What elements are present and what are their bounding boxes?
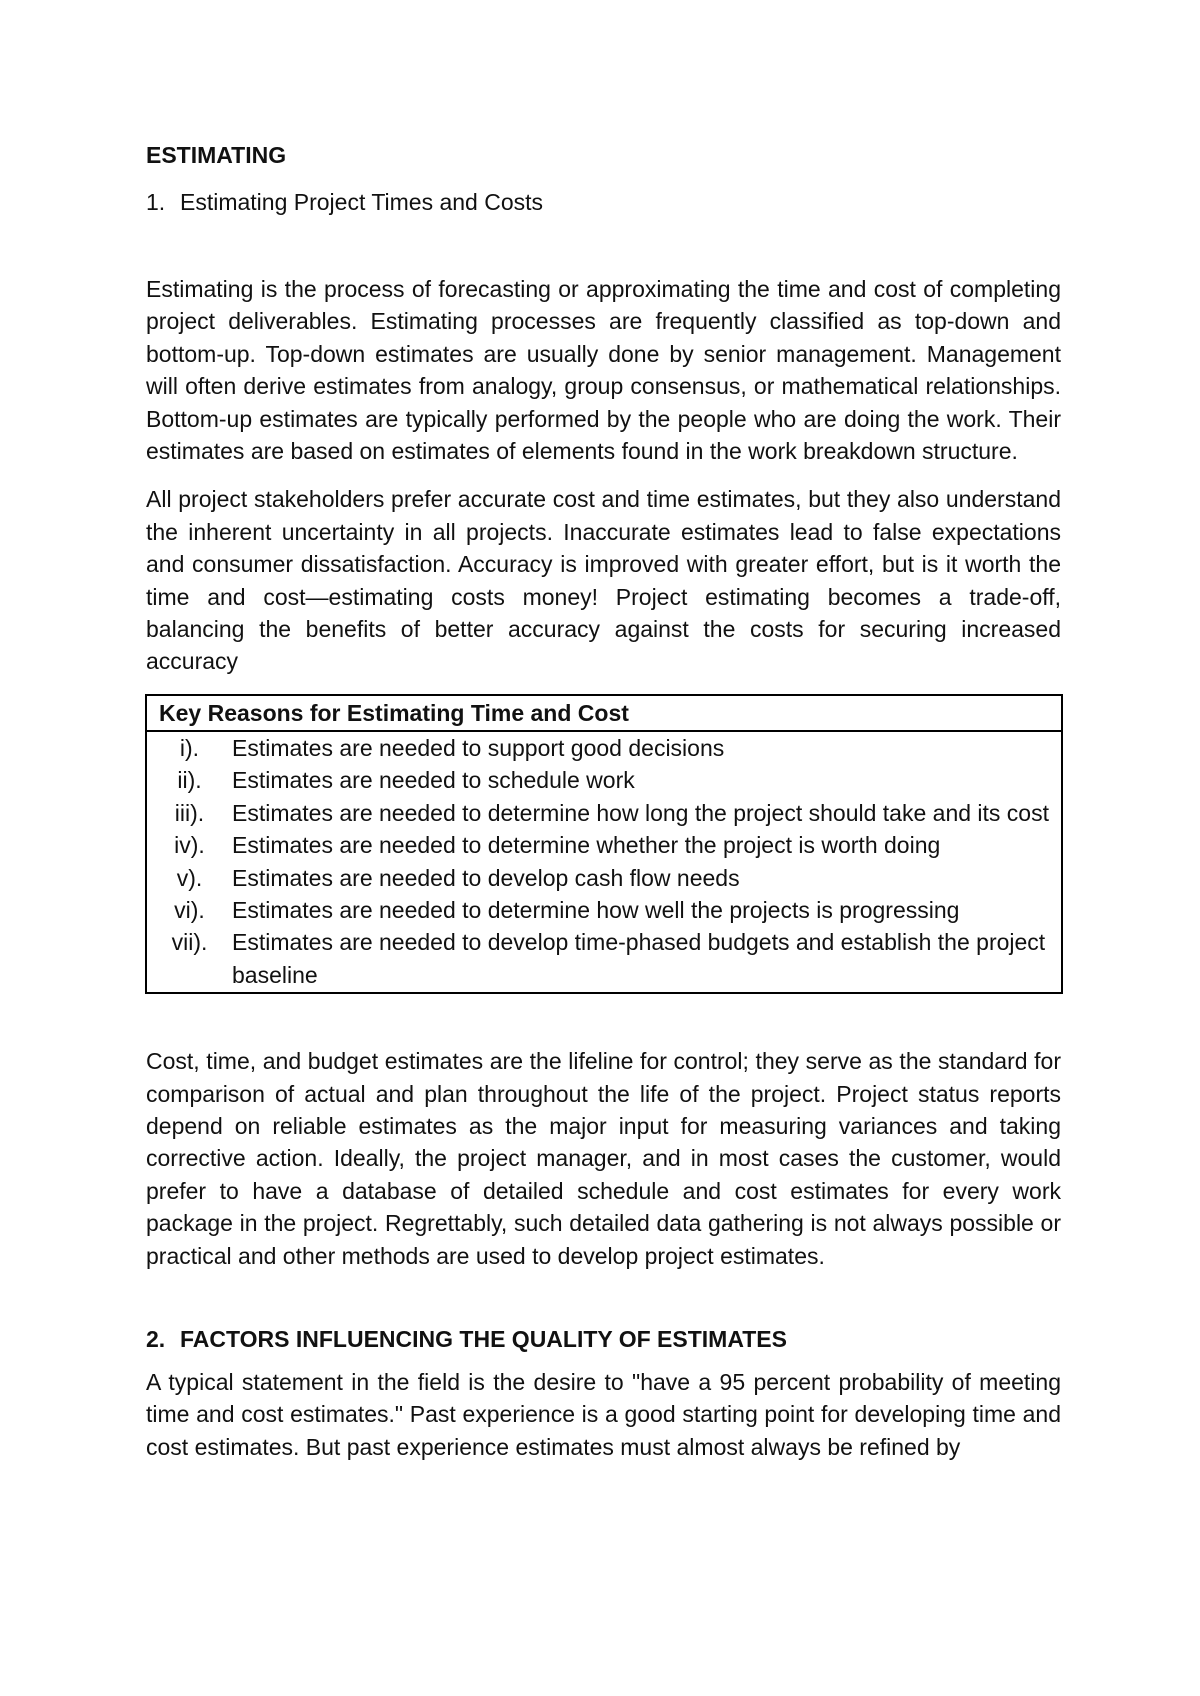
row-number: vi). (174, 896, 205, 923)
section-1-title: Estimating Project Times and Costs (180, 189, 544, 215)
row-text: Estimates are needed to develop time-phased budgets and establish the project baseline (232, 929, 1046, 988)
paragraph-lifeline-for-control: Cost, time, and budget estimates are the lifeline for control; they serve as the standard for comparison of actual and plan throughout the life of the project. Project status reports depend on reliable estimates as the major input for measuring variances and taking corrective action. Ideally, the project manager, and in most cases the customer, would prefer to have a database of detailed schedule and cost estimates for every work package in the project. Regrettably, such detailed data gathering is not always possible or practical and other methods are used to develop project estimates. (146, 1048, 1061, 1269)
table-row (146, 894, 1062, 926)
section-1-heading (146, 187, 1061, 217)
section-1-number: 1. (146, 189, 166, 215)
paragraph-estimating-definition: Estimating is the process of forecasting or approximating the time and cost of completing project deliverables. Estimating processes are frequently classified as top-down and bottom-up. Top-down estimates are usually done by senior management. Management will often derive estimates from analogy, group consensus, or mathematical relationships. Bottom-up estimates are typically performed by the people who are doing the work. Their estimates are based on estimates of elements found in the work breakdown structure. (146, 276, 1061, 465)
row-number: ii). (177, 767, 202, 794)
document-page (146, 140, 1061, 1479)
section-2-title: FACTORS INFLUENCING THE QUALITY OF ESTIMATES (180, 1325, 787, 1352)
row-number: iv). (174, 832, 205, 859)
key-reasons-table (145, 694, 1063, 994)
paragraph-typical-statement: A typical statement in the field is the desire to "have a 95 percent probability of meeting time and cost estimates." Past experience is a good starting point for developing time and cost estimates. But past experience estimates must almost always be refined by (146, 1368, 1061, 1460)
section-2-number: 2. (146, 1325, 166, 1352)
table-header-row (146, 695, 1062, 731)
row-number: iii). (174, 799, 205, 826)
document-title: ESTIMATING (146, 142, 287, 168)
table-row (146, 797, 1062, 829)
table-row (146, 862, 1062, 894)
table-row (146, 829, 1062, 861)
section-2-heading (146, 1324, 1061, 1354)
row-number: v). (176, 864, 203, 891)
table-row (146, 731, 1062, 764)
row-text: Estimates are needed to determine whether the project is worth doing (232, 832, 941, 859)
row-text: Estimates are needed to determine how long the project should take and its cost (232, 799, 1049, 826)
table-header: Key Reasons for Estimating Time and Cost (146, 695, 1062, 731)
row-number: i). (179, 734, 200, 761)
row-text: Estimates are needed to schedule work (232, 767, 635, 794)
table-row (146, 764, 1062, 796)
row-text: Estimates are needed to support good decisions (232, 734, 725, 761)
paragraph-stakeholders: All project stakeholders prefer accurate cost and time estimates, but they also understand the inherent uncertainty in all projects. Inaccurate estimates lead to false expectations and consumer dissatisfaction. Accuracy is improved with greater effort, but is it worth the time and cost—estimating costs money! Project estimating becomes a trade-off, balancing the benefits of better accuracy against the costs for securing increased accuracy (146, 486, 1061, 675)
row-text: Estimates are needed to determine how well the projects is progressing (232, 896, 960, 923)
row-number: vii). (171, 929, 208, 956)
table-row (146, 926, 1062, 993)
row-text: Estimates are needed to develop cash flow needs (232, 864, 740, 891)
